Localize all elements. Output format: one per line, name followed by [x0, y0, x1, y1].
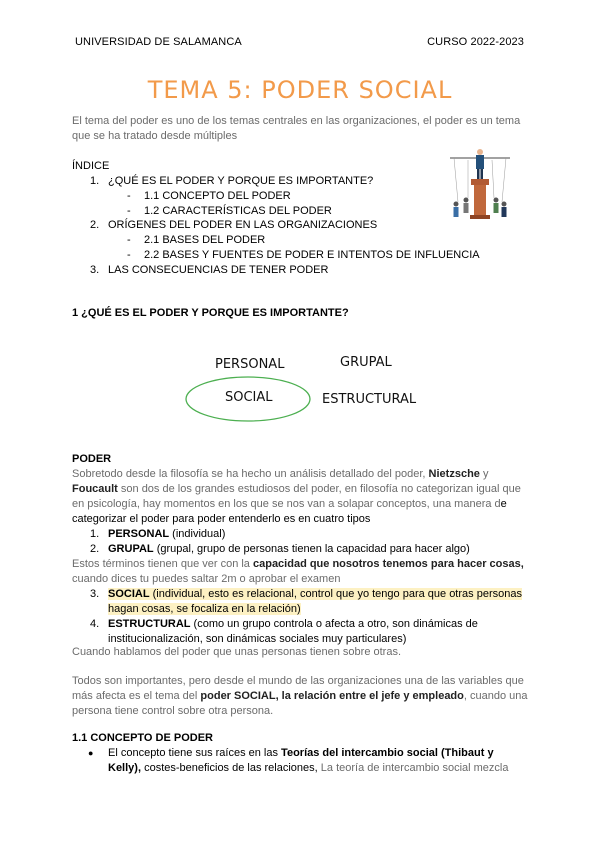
nietzsche-name: Nietzsche: [428, 468, 480, 480]
list-item-4-num: 4.: [90, 618, 100, 630]
toc-item: ORÍGENES DEL PODER EN LAS ORGANIZACIONES: [108, 219, 378, 231]
header-university: UNIVERSIDAD DE SALAMANCA: [75, 36, 242, 48]
toc-item-num: 1.: [90, 175, 100, 187]
poder-paragraph-1: [72, 467, 528, 527]
list-item-1-num: 1.: [90, 528, 100, 540]
list-item-3-num: 3.: [90, 588, 100, 600]
header-course: CURSO 2022-2023: [427, 36, 524, 48]
diagram-label-estructural: ESTRUCTURAL: [322, 392, 417, 407]
toc-item: ¿QUÉ ES EL PODER Y PORQUE ES IMPORTANTE?: [108, 175, 374, 187]
concepto-text-b: Teorías del intercambio social (Thibaut y Kelly),: [108, 747, 494, 774]
concepto-heading: 1.1 CONCEPTO DE PODER: [72, 732, 213, 744]
list-item-4-rest: (como un grupo controla o afecta a otro, son dinámicas de institucionalización, son dinámicas sociales muy particulares): [108, 618, 478, 645]
power-types-diagram: [170, 345, 430, 435]
poder-paragraph-3: Cuando hablamos del poder que unas personas tienen sobre otras.: [72, 646, 402, 658]
concepto-bullet: [108, 746, 528, 776]
list-item-4: [108, 617, 528, 647]
intro-paragraph: El tema del poder es uno de los temas centrales en las organizaciones, el poder es un tema que se ha tratado desde múltiples: [72, 115, 521, 142]
poder-paragraph-4: [72, 674, 528, 719]
list-item-1-rest: (individual): [169, 528, 226, 540]
diagram-label-grupal: GRUPAL: [340, 355, 392, 370]
toc-item: LAS CONSECUENCIAS DE TENER PODER: [108, 264, 329, 276]
toc-heading: ÍNDICE: [72, 160, 110, 172]
poder-paragraph-2: [72, 557, 528, 587]
p2-text-b: capacidad que nosotros tenemos para hacer cosas,: [252, 558, 524, 570]
diagram-label-social: SOCIAL: [225, 390, 273, 405]
concepto-text-c: costes-beneficios de las relaciones,: [141, 762, 321, 774]
list-item-3-rest: (individual, esto es relacional, control que yo tengo para que otras personas hagan cosas, se focaliza en la relación): [108, 588, 522, 615]
p1-text-d: e categorizar el poder para poder entenderlo es en cuatro tipos: [72, 498, 507, 525]
list-item-2-rest: (grupal, grupo de personas tienen la capacidad para hacer algo): [153, 543, 470, 555]
toc-item-num: 3.: [90, 264, 100, 276]
toc-subitem: 1.2 CARACTERÍSTICAS DEL PODER: [144, 205, 332, 217]
list-item-4-bold: ESTRUCTURAL: [108, 618, 191, 630]
list-item-3-bold: SOCIAL: [108, 588, 150, 600]
table-of-contents: [72, 159, 542, 174]
poder-heading: PODER: [72, 453, 112, 465]
list-item-2-num: 2.: [90, 543, 100, 555]
toc-subitem: 2.2 BASES Y FUENTES DE PODER E INTENTOS DE INFLUENCIA: [144, 249, 480, 261]
list-item-1-bold: PERSONAL: [108, 528, 170, 540]
toc-item-num: -: [127, 249, 131, 261]
section-1-heading: 1 ¿QUÉ ES EL PODER Y PORQUE ES IMPORTANTE?: [72, 307, 349, 319]
p2-text-a: Estos términos tienen que ver con la: [72, 558, 253, 570]
p4-text-c: , cuando una persona tiene control sobre otra persona.: [72, 690, 528, 717]
toc-subitem: 1.1 CONCEPTO DEL PODER: [144, 190, 291, 202]
list-item-2-bold: GRUPAL: [108, 543, 154, 555]
page-title: TEMA 5: PODER SOCIAL: [147, 76, 453, 104]
p4-text-a: Todos son importantes, pero desde el mundo de las organizaciones una de las variables que más afecta es el tema del: [72, 675, 524, 702]
list-item-2: [108, 542, 528, 557]
toc-item-num: 2.: [90, 219, 100, 231]
list-item-3: [108, 587, 526, 617]
p1-text-b: y: [479, 468, 489, 480]
p4-text-b: poder SOCIAL, la relación entre el jefe y empleado: [200, 690, 464, 702]
toc-item-num: -: [127, 205, 131, 217]
p1-text-a: Sobretodo desde la filosofía se ha hecho un análisis detallado del poder,: [72, 468, 429, 480]
toc-subitem: 2.1 BASES DEL PODER: [144, 234, 266, 246]
p2-text-c: cuando dices tu puedes saltar 2m o aprobar el examen: [72, 573, 341, 585]
foucault-name: Foucault: [72, 483, 118, 495]
diagram-label-personal: PERSONAL: [215, 357, 285, 372]
bullet-icon: ●: [88, 748, 94, 758]
concepto-text-a: El concepto tiene sus raíces en las: [108, 747, 282, 759]
concepto-text-d: La teoría de intercambio social mezcla: [320, 762, 509, 774]
toc-item-num: -: [127, 190, 131, 202]
toc-item-num: -: [127, 234, 131, 246]
list-item-1: [108, 527, 528, 542]
p1-text-c: son dos de los grandes estudiosos del poder, en filosofía no categorizan igual que en psicología, hay momentos en los que se nos van a solapar conceptos, una manera d: [72, 483, 521, 510]
